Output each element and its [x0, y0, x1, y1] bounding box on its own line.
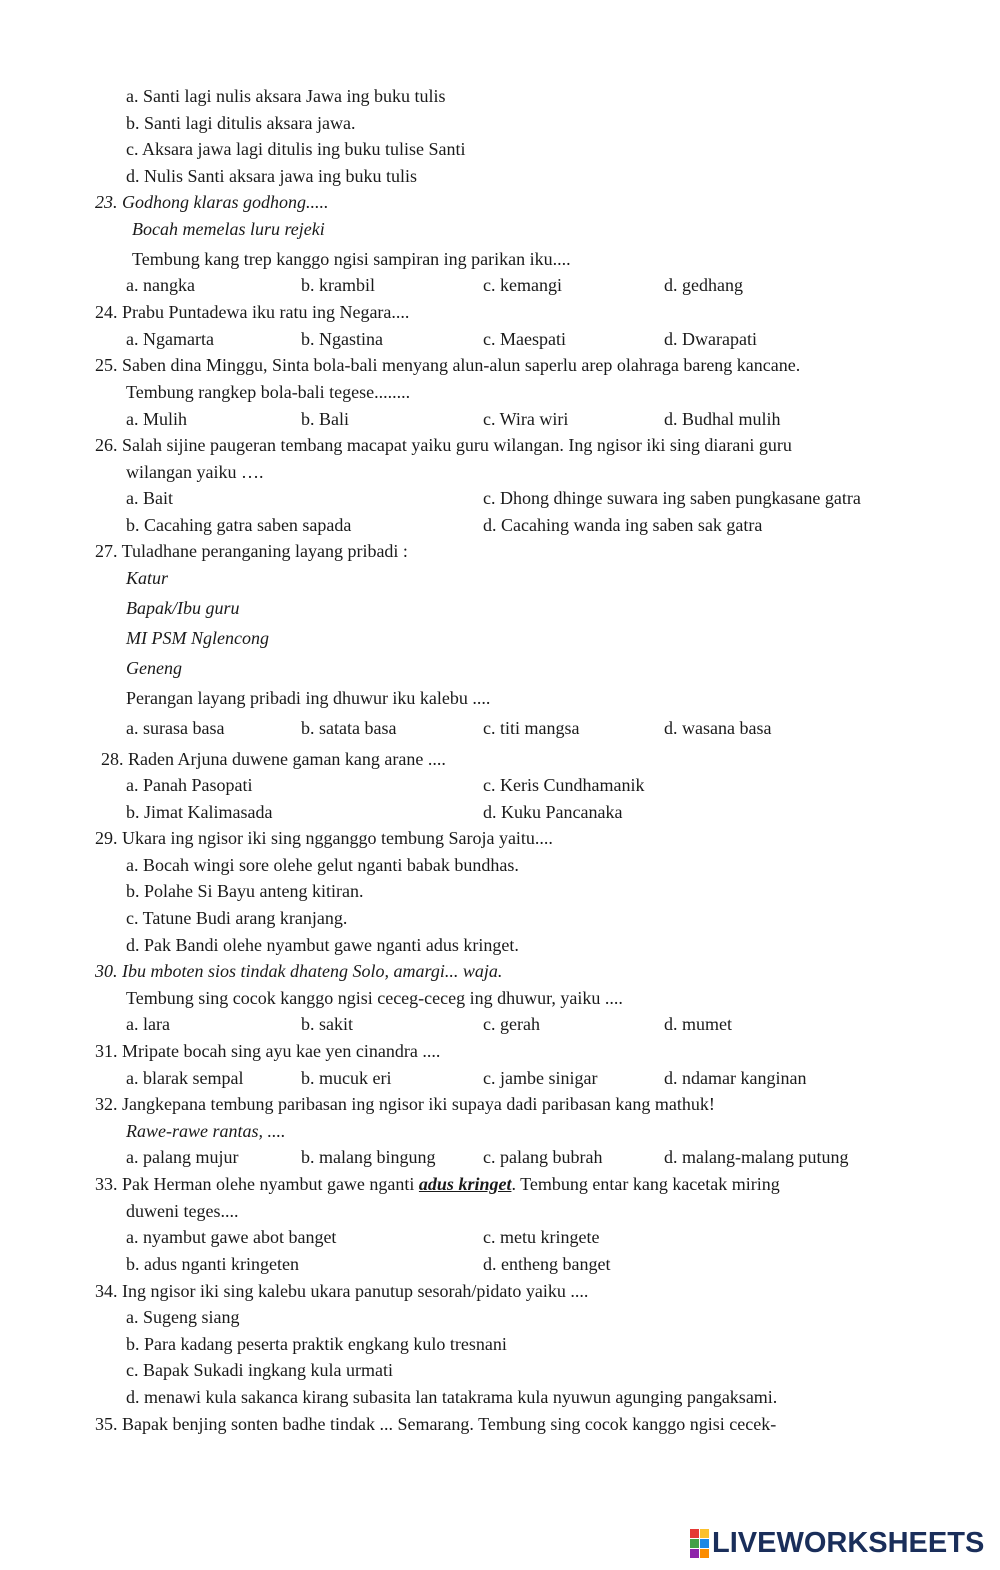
logo-square	[700, 1549, 709, 1558]
q34-option-d: d. menawi kula sakanca kirang subasita lan tatakrama kula nyuwun agunging pangaksami.	[126, 1387, 778, 1407]
logo-square	[690, 1539, 699, 1548]
q26-option-d: d. Cacahing wanda ing saben sak gatra	[483, 515, 763, 535]
q33-option-c: c. metu kringete	[483, 1227, 600, 1247]
q24-option-a: a. Ngamarta	[126, 329, 214, 349]
q31-option-b: b. mucuk eri	[301, 1068, 392, 1088]
q33-option-d: d. entheng banget	[483, 1254, 611, 1274]
q28-option-d: d. Kuku Pancanaka	[483, 802, 623, 822]
q32-option-a: a. palang mujur	[126, 1147, 239, 1167]
q34-option-c: c. Bapak Sukadi ingkang kula urmati	[126, 1360, 393, 1380]
q22-option-d: d. Nulis Santi aksara jawa ing buku tulis	[126, 166, 417, 186]
q25-option-b: b. Bali	[301, 409, 349, 429]
q26-option-b: b. Cacahing gatra saben sapada	[126, 515, 352, 535]
liveworksheets-logo	[690, 1526, 984, 1560]
q30-question: 30. Ibu mboten sios tindak dhateng Solo, amargi... waja.	[95, 961, 503, 981]
q29-question: 29. Ukara ing ngisor iki sing ngganggo tembung Saroja yaitu....	[95, 828, 553, 848]
q22-option-a: a. Santi lagi nulis aksara Jawa ing buku tulis	[126, 86, 446, 106]
q25-question: 25. Saben dina Minggu, Sinta bola-bali menyang alun-alun saperlu arep olahraga bareng kancane.	[95, 355, 801, 375]
q31-option-d: d. ndamar kanginan	[664, 1068, 807, 1088]
q23-option-c: c. kemangi	[483, 275, 562, 295]
q23-question: 23. Godhong klaras godhong.....	[95, 192, 329, 212]
q26-question: 26. Salah sijine paugeran tembang macapat yaiku guru wilangan. Ing ngisor iki sing diarani guru	[95, 435, 792, 455]
q27-prompt: Perangan layang pribadi ing dhuwur iku kalebu ....	[126, 688, 491, 708]
q28-option-c: c. Keris Cundhamanik	[483, 775, 645, 795]
liveworksheets-logo-text: LIVEWORKSHEETS	[712, 1526, 985, 1559]
q33-question	[95, 1173, 780, 1195]
q35-question: 35. Bapak benjing sonten badhe tindak ... Semarang. Tembung sing cocok kanggo ngisi cecek-	[95, 1414, 777, 1434]
q32-option-b: b. malang bingung	[301, 1147, 436, 1167]
q32-proverb: Rawe-rawe rantas, ....	[126, 1121, 286, 1141]
q32-option-d: d. malang-malang putung	[664, 1147, 849, 1167]
q33-question-post: . Tembung entar kang kacetak miring	[511, 1174, 780, 1194]
q33-question-pre: 33. Pak Herman olehe nyambut gawe nganti	[95, 1174, 419, 1194]
q31-option-a: a. blarak sempal	[126, 1068, 244, 1088]
q28-option-a: a. Panah Pasopati	[126, 775, 253, 795]
q34-option-b: b. Para kadang peserta praktik engkang kulo tresnani	[126, 1334, 507, 1354]
logo-square	[690, 1529, 699, 1538]
q22-option-b: b. Santi lagi ditulis aksara jawa.	[126, 113, 356, 133]
q33-option-a: a. nyambut gawe abot banget	[126, 1227, 337, 1247]
q23-option-b: b. krambil	[301, 275, 375, 295]
q28-option-b: b. Jimat Kalimasada	[126, 802, 273, 822]
q23-parikan-line: Bocah memelas luru rejeki	[132, 219, 325, 239]
q29-option-b: b. Polahe Si Bayu anteng kitiran.	[126, 881, 364, 901]
q22-option-c: c. Aksara jawa lagi ditulis ing buku tulise Santi	[126, 139, 466, 159]
q29-option-a: a. Bocah wingi sore olehe gelut nganti babak bundhas.	[126, 855, 519, 875]
q23-option-d: d. gedhang	[664, 275, 743, 295]
q33-emphasized-phrase: adus kringet	[418, 1174, 512, 1194]
q29-option-d: d. Pak Bandi olehe nyambut gawe nganti adus kringet.	[126, 935, 519, 955]
q23-prompt: Tembung kang trep kanggo ngisi sampiran ing parikan iku....	[132, 249, 571, 269]
q26-option-c: c. Dhong dhinge suwara ing saben pungkasane gatra	[483, 488, 861, 508]
q33-option-b: b. adus nganti kringeten	[126, 1254, 299, 1274]
q27-option-d: d. wasana basa	[664, 718, 772, 738]
q24-option-d: d. Dwarapati	[664, 329, 757, 349]
q27-option-c: c. titi mangsa	[483, 718, 580, 738]
q33-question-cont: duweni teges....	[126, 1201, 239, 1221]
q27-question: 27. Tuladhane peranganing layang pribadi :	[95, 541, 408, 561]
q28-question: 28. Raden Arjuna duwene gaman kang arane ....	[101, 749, 446, 769]
q29-option-c: c. Tatune Budi arang kranjang.	[126, 908, 348, 928]
q25-option-c: c. Wira wiri	[483, 409, 569, 429]
logo-square	[700, 1539, 709, 1548]
q23-option-a: a. nangka	[126, 275, 195, 295]
q26-question-cont: wilangan yaiku ….	[126, 462, 264, 482]
q32-question: 32. Jangkepana tembung paribasan ing ngisor iki supaya dadi paribasan kang mathuk!	[95, 1094, 715, 1114]
q34-question: 34. Ing ngisor iki sing kalebu ukara panutup sesorah/pidato yaiku ....	[95, 1281, 589, 1301]
q27-letter-line: MI PSM Nglencong	[126, 628, 269, 648]
q34-option-a: a. Sugeng siang	[126, 1307, 240, 1327]
q25-option-a: a. Mulih	[126, 409, 187, 429]
liveworksheets-logo-icon	[690, 1529, 709, 1558]
q30-prompt: Tembung sing cocok kanggo ngisi ceceg-ceceg ing dhuwur, yaiku ....	[126, 988, 623, 1008]
q26-option-a: a. Bait	[126, 488, 173, 508]
q27-letter-line: Bapak/Ibu guru	[126, 598, 240, 618]
q27-option-a: a. surasa basa	[126, 718, 225, 738]
q27-letter-line: Katur	[126, 568, 169, 588]
q30-option-d: d. mumet	[664, 1014, 732, 1034]
q24-question: 24. Prabu Puntadewa iku ratu ing Negara....	[95, 302, 410, 322]
q24-option-c: c. Maespati	[483, 329, 566, 349]
q31-option-c: c. jambe sinigar	[483, 1068, 598, 1088]
q30-option-a: a. lara	[126, 1014, 170, 1034]
q31-question: 31. Mripate bocah sing ayu kae yen cinandra ....	[95, 1041, 441, 1061]
q27-option-b: b. satata basa	[301, 718, 397, 738]
q24-option-b: b. Ngastina	[301, 329, 383, 349]
q27-letter-line: Geneng	[126, 658, 182, 678]
q30-option-b: b. sakit	[301, 1014, 353, 1034]
q30-option-c: c. gerah	[483, 1014, 540, 1034]
q25-prompt: Tembung rangkep bola-bali tegese........	[126, 382, 411, 402]
q32-option-c: c. palang bubrah	[483, 1147, 603, 1167]
q25-option-d: d. Budhal mulih	[664, 409, 781, 429]
logo-square	[700, 1529, 709, 1538]
logo-square	[690, 1549, 699, 1558]
